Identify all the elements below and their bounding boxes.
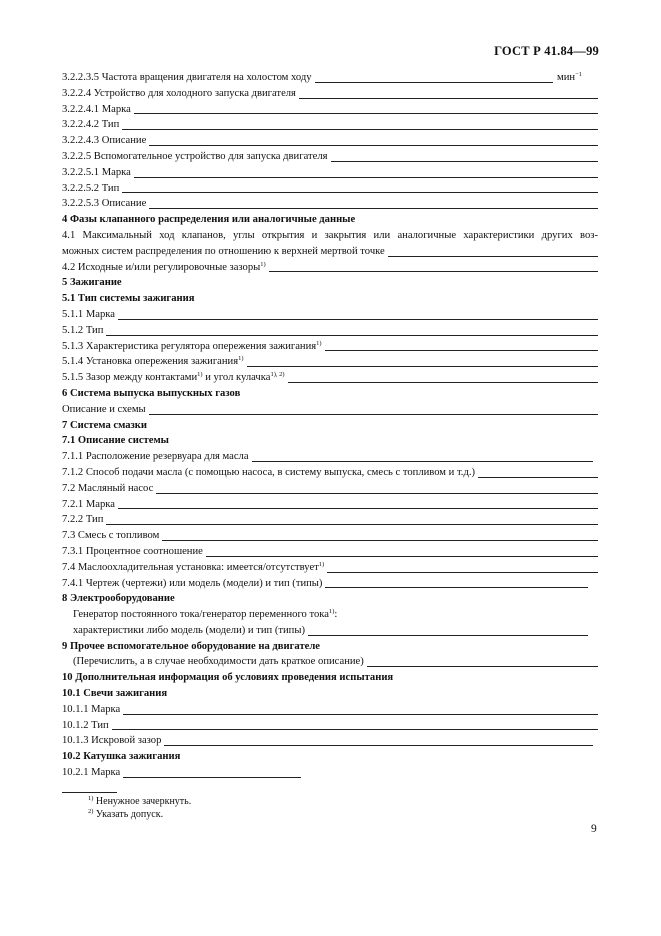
blank-field[interactable] xyxy=(288,372,598,383)
form-line-3.2.2.4.3 xyxy=(62,133,598,149)
line-label: 3.2.2.4.1 Марка xyxy=(62,103,131,115)
line-label: 5.1.3 Характеристика регулятора опережения зажигания$^{1)}$ xyxy=(62,339,322,352)
form-line-3.2.2.3.5 xyxy=(62,70,598,86)
form-line-10.2.1 xyxy=(62,765,598,781)
document-header: ГОСТ Р 41.84—99 xyxy=(494,44,599,58)
blank-field[interactable] xyxy=(106,514,598,525)
blank-field[interactable] xyxy=(122,119,598,130)
section-title: 10.1 Свечи зажигания xyxy=(62,688,168,700)
form-line-10.1.3 xyxy=(62,733,598,749)
form-line-3.2.2.5.3 xyxy=(62,196,598,212)
blank-field[interactable] xyxy=(327,562,598,573)
blank-field[interactable] xyxy=(149,135,598,146)
form-line-7.1.2 xyxy=(62,465,598,481)
form-line-3.2.2.5 xyxy=(62,149,598,165)
blank-field[interactable] xyxy=(315,72,553,83)
line-label: 7.3 Смесь с топливом xyxy=(62,530,160,542)
line-label: 10.1.3 Искровой зазор xyxy=(62,735,162,747)
form-line-5.1.5 xyxy=(62,370,598,386)
blank-field[interactable] xyxy=(112,719,598,730)
line-label: 5.1.1 Марка xyxy=(62,308,115,320)
section-heading-6 xyxy=(62,386,598,402)
blank-field[interactable] xyxy=(149,198,598,209)
section-title: 8 Электрооборудование xyxy=(62,593,175,605)
line-label: 10.1.2 Тип xyxy=(62,719,109,731)
blank-field[interactable] xyxy=(123,704,598,715)
footnote-divider xyxy=(62,792,117,793)
line-label: 3.2.2.5 Вспомогательное устройство для запуска двигателя xyxy=(62,150,328,162)
blank-field[interactable] xyxy=(325,340,598,351)
form-line-4.2 xyxy=(62,260,598,276)
form-line-3.2.2.4.2 xyxy=(62,117,598,133)
footnote-2: $^{2)}$ Указать допуск. xyxy=(88,808,164,820)
form-line-3.2.2.5.2 xyxy=(62,181,598,197)
line-label: 7.2.2 Тип xyxy=(62,514,104,526)
blank-field[interactable] xyxy=(308,625,588,636)
blank-field[interactable] xyxy=(118,498,598,509)
line-label: 3.2.2.4.2 Тип xyxy=(62,119,120,131)
blank-field[interactable] xyxy=(478,467,598,478)
line-label: 5.1.2 Тип xyxy=(62,324,104,336)
subsection-heading-10.1 xyxy=(62,686,598,702)
line-label: 7.1.1 Расположение резервуара для масла xyxy=(62,451,249,463)
form-line-7.3.1 xyxy=(62,544,598,560)
form-line-3.2.2.5.1 xyxy=(62,165,598,181)
line-label: 5.1.4 Установка опережения зажигания$^{1)}$ xyxy=(62,355,244,368)
form-line-7.4.1 xyxy=(62,576,598,592)
blank-field[interactable] xyxy=(252,451,593,462)
unit-label: мин$^{-1}$ xyxy=(557,71,582,83)
form-line-4.1 xyxy=(62,228,598,244)
form-line-7.3 xyxy=(62,528,598,544)
blank-field[interactable] xyxy=(156,483,598,494)
form-line-7.2.1 xyxy=(62,497,598,513)
line-label: 7.2.1 Марка xyxy=(62,498,115,510)
line-label: 3.2.2.5.3 Описание xyxy=(62,198,147,210)
section-heading-4 xyxy=(62,212,598,228)
form-line-10.1.2 xyxy=(62,718,598,734)
line-label: 5.1.5 Зазор между контактами$^{1)}$ и угол кулачка$^{1), 2)}$ xyxy=(62,371,285,384)
blank-field[interactable] xyxy=(388,246,598,257)
blank-field[interactable] xyxy=(149,404,598,415)
line-label: 3.2.2.5.2 Тип xyxy=(62,182,120,194)
section-heading-5 xyxy=(62,275,598,291)
page-number: 9 xyxy=(591,823,597,835)
line-label: 10.1.1 Марка xyxy=(62,703,121,715)
section-title: 10 Дополнительная информация об условиях проведения испытания xyxy=(62,672,394,684)
blank-field[interactable] xyxy=(206,546,598,557)
section-heading-10 xyxy=(62,670,598,686)
form-line-7.2 xyxy=(62,481,598,497)
blank-field[interactable] xyxy=(134,167,598,178)
section-title: 7 Система смазки xyxy=(62,419,148,431)
section-heading-8 xyxy=(62,591,598,607)
subsection-heading-7.1 xyxy=(62,433,598,449)
section-heading-7 xyxy=(62,418,598,434)
form-line-10.1.1 xyxy=(62,702,598,718)
line-label: 7.4.1 Чертеж (чертежи) или модель (модели) и тип (типы) xyxy=(62,577,323,589)
line-label: 10.2.1 Марка xyxy=(62,767,121,779)
line-label: 4.2 Исходные и/или регулировочные зазоры$^{1)}$ xyxy=(62,260,266,273)
section-title: 4 Фазы клапанного распределения или аналогичные данные xyxy=(62,214,356,226)
blank-field[interactable] xyxy=(325,577,588,588)
form-line-9-list xyxy=(62,654,598,670)
form-line-3.2.2.4.1 xyxy=(62,102,598,118)
blank-field[interactable] xyxy=(367,656,598,667)
line-label: характеристики либо модель (модели) и тип (типы) xyxy=(73,624,305,636)
section-title: 5 Зажигание xyxy=(62,277,122,289)
form-line-7.1.1 xyxy=(62,449,598,465)
line-label: 7.1.2 Способ подачи масла (с помощью насоса, в систему выпуска, смесь с топливом и т.д.) xyxy=(62,466,476,478)
blank-field[interactable] xyxy=(122,182,598,193)
blank-field[interactable] xyxy=(134,103,598,114)
form-line-3.2.2.4 xyxy=(62,86,598,102)
section-title: 7.1 Описание системы xyxy=(62,435,169,447)
line-label: 3.2.2.5.1 Марка xyxy=(62,166,131,178)
line-label: (Перечислить, а в случае необходимости дать краткое описание) xyxy=(73,656,364,668)
form-line-5.1.1 xyxy=(62,307,598,323)
line-label: Описание и схемы xyxy=(62,403,146,415)
blank-field[interactable] xyxy=(247,356,599,367)
form-line-7.2.2 xyxy=(62,512,598,528)
line-label: 7.3.1 Процентное соотношение xyxy=(62,545,203,557)
form-line-4.1-cont xyxy=(62,244,598,260)
form-line-8-characteristics xyxy=(62,623,598,639)
line-label: 7.4 Маслоохладительная установка: имеется/отсутствует$^{1)}$ xyxy=(62,560,325,573)
blank-field[interactable] xyxy=(269,261,598,272)
blank-field[interactable] xyxy=(162,530,598,541)
line-label: 3.2.2.3.5 Частота вращения двигателя на холостом ходу xyxy=(62,72,312,83)
footnotes xyxy=(88,795,191,821)
line-label: 4.1 Максимальный ход клапанов, углы открытия и закрытия или аналогичные характеристики других воз- xyxy=(62,229,598,241)
footnote-1: $^{1)}$ Ненужное зачеркнуть. xyxy=(88,795,192,807)
section-title: 6 Система выпуска выпускных газов xyxy=(62,387,241,399)
section-title: 5.1 Тип системы зажигания xyxy=(62,293,195,305)
line-label: 3.2.2.4.3 Описание xyxy=(62,135,147,147)
line-label: Генератор постоянного тока/генератор переменного тока$^{1)}$: xyxy=(73,608,338,621)
form-line-5.1.4 xyxy=(62,354,598,370)
line-label: можных систем распределения по отношению к верхней мертвой точке xyxy=(62,245,385,257)
section-title: 9 Прочее вспомогательное оборудование на двигателе xyxy=(62,640,321,652)
blank-field[interactable] xyxy=(164,735,593,746)
form-line-5.1.2 xyxy=(62,323,598,339)
blank-field[interactable] xyxy=(123,767,301,778)
form-content xyxy=(62,70,598,781)
line-label: 3.2.2.4 Устройство для холодного запуска двигателя xyxy=(62,87,296,99)
line-label: 7.2 Масляный насос xyxy=(62,482,154,494)
section-heading-9 xyxy=(62,639,598,655)
subsection-heading-10.2 xyxy=(62,749,598,765)
blank-field[interactable] xyxy=(331,151,599,162)
form-line-7.4 xyxy=(62,560,598,576)
blank-field[interactable] xyxy=(118,309,598,320)
blank-field[interactable] xyxy=(106,325,598,336)
form-line-6-description xyxy=(62,402,598,418)
subsection-heading-5.1 xyxy=(62,291,598,307)
blank-field[interactable] xyxy=(299,88,598,99)
form-line-5.1.3 xyxy=(62,339,598,355)
section-title: 10.2 Катушка зажигания xyxy=(62,751,181,763)
form-line-8-generator xyxy=(62,607,598,623)
